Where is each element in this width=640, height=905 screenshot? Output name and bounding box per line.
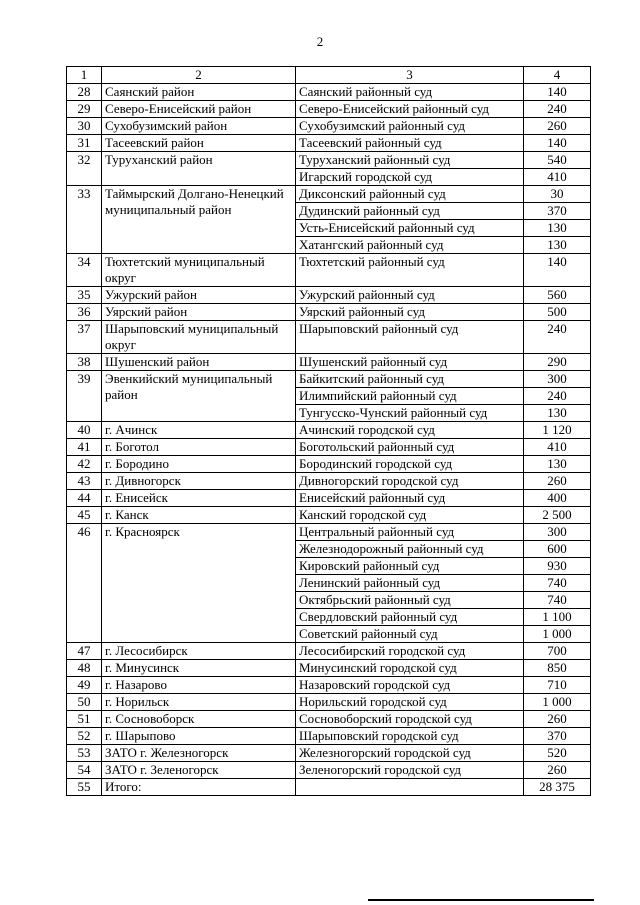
court-name-cell: Шушенский районный суд xyxy=(296,354,524,371)
row-number-cell: 41 xyxy=(67,439,102,456)
court-name-cell: Игарский городской суд xyxy=(296,169,524,186)
court-name-cell: Уярский районный суд xyxy=(296,304,524,321)
value-cell: 1 120 xyxy=(524,422,591,439)
value-cell: 300 xyxy=(524,371,591,388)
table-row xyxy=(67,254,591,287)
court-name-cell: Шарыповский городской суд xyxy=(296,728,524,745)
value-cell: 130 xyxy=(524,220,591,237)
table-row xyxy=(67,660,591,677)
row-number-cell: 43 xyxy=(67,473,102,490)
court-name-cell: Октябрьский районный суд xyxy=(296,592,524,609)
court-name-cell: Тунгусско-Чунский районный суд xyxy=(296,405,524,422)
court-name-cell: Кировский районный суд xyxy=(296,558,524,575)
table-row xyxy=(67,101,591,118)
value-cell: 260 xyxy=(524,762,591,779)
allocation-table xyxy=(66,66,591,796)
court-name-cell: Железногорский городской суд xyxy=(296,745,524,762)
row-number-cell: 54 xyxy=(67,762,102,779)
court-name-cell: Центральный районный суд xyxy=(296,524,524,541)
court-name-cell: Железнодорожный районный суд xyxy=(296,541,524,558)
value-cell: 140 xyxy=(524,84,591,101)
value-cell: 1 100 xyxy=(524,609,591,626)
header-cell-value: 4 xyxy=(524,67,591,84)
value-cell: 740 xyxy=(524,575,591,592)
row-number-cell: 52 xyxy=(67,728,102,745)
court-name-cell: Енисейский районный суд xyxy=(296,490,524,507)
value-cell: 140 xyxy=(524,135,591,152)
value-cell: 500 xyxy=(524,304,591,321)
region-cell: г. Канск xyxy=(102,507,296,524)
court-name-cell: Шарыповский районный суд xyxy=(296,321,524,354)
row-number-cell: 42 xyxy=(67,456,102,473)
court-name-cell: Советский районный суд xyxy=(296,626,524,643)
table-row xyxy=(67,745,591,762)
region-cell: г. Сосновоборск xyxy=(102,711,296,728)
table-row xyxy=(67,84,591,101)
court-name-cell: Ужурский районный суд xyxy=(296,287,524,304)
total-value-cell: 28 375 xyxy=(524,779,591,796)
region-cell: Уярский район xyxy=(102,304,296,321)
total-label-cell: Итого: xyxy=(102,779,296,796)
row-number-cell: 44 xyxy=(67,490,102,507)
value-cell: 370 xyxy=(524,728,591,745)
row-number-cell: 33 xyxy=(67,186,102,254)
table-row xyxy=(67,439,591,456)
header-cell-region: 2 xyxy=(102,67,296,84)
value-cell: 260 xyxy=(524,711,591,728)
header-cell-num: 1 xyxy=(67,67,102,84)
value-cell: 30 xyxy=(524,186,591,203)
bottom-rule xyxy=(368,899,594,901)
region-cell: Эвенкийский муниципальный район xyxy=(102,371,296,422)
court-name-cell: Хатангский районный суд xyxy=(296,237,524,254)
value-cell: 2 500 xyxy=(524,507,591,524)
row-number-cell: 29 xyxy=(67,101,102,118)
row-number-cell: 39 xyxy=(67,371,102,422)
region-cell: Таймырский Долгано-Ненецкий муниципальный район xyxy=(102,186,296,254)
table-row xyxy=(67,135,591,152)
row-number-cell: 38 xyxy=(67,354,102,371)
value-cell: 1 000 xyxy=(524,694,591,711)
region-cell: ЗАТО г. Зеленогорск xyxy=(102,762,296,779)
region-cell: г. Красноярск xyxy=(102,524,296,643)
court-name-cell: Канский городской суд xyxy=(296,507,524,524)
table-row xyxy=(67,304,591,321)
row-number-cell: 46 xyxy=(67,524,102,643)
row-number-cell: 47 xyxy=(67,643,102,660)
court-name-cell: Дудинский районный суд xyxy=(296,203,524,220)
region-cell: Северо-Енисейский район xyxy=(102,101,296,118)
region-cell: Туруханский район xyxy=(102,152,296,186)
value-cell: 140 xyxy=(524,254,591,287)
value-cell: 540 xyxy=(524,152,591,169)
value-cell: 850 xyxy=(524,660,591,677)
court-name-cell: Тасеевский районный суд xyxy=(296,135,524,152)
court-name-cell: Ленинский районный суд xyxy=(296,575,524,592)
table-row xyxy=(67,473,591,490)
total-empty-cell xyxy=(296,779,524,796)
table-body xyxy=(67,84,591,796)
table-row xyxy=(67,728,591,745)
region-cell: Саянский район xyxy=(102,84,296,101)
row-number-cell: 28 xyxy=(67,84,102,101)
value-cell: 710 xyxy=(524,677,591,694)
value-cell: 560 xyxy=(524,287,591,304)
court-name-cell: Минусинский городской суд xyxy=(296,660,524,677)
row-number-cell: 34 xyxy=(67,254,102,287)
court-name-cell: Зеленогорский городской суд xyxy=(296,762,524,779)
table-row xyxy=(67,321,591,354)
table-row xyxy=(67,456,591,473)
row-number-cell: 30 xyxy=(67,118,102,135)
region-cell: ЗАТО г. Железногорск xyxy=(102,745,296,762)
total-row xyxy=(67,779,591,796)
region-cell: г. Лесосибирск xyxy=(102,643,296,660)
court-name-cell: Бородинский городской суд xyxy=(296,456,524,473)
region-cell: Сухобузимский район xyxy=(102,118,296,135)
table-row xyxy=(67,524,591,541)
row-number-cell: 31 xyxy=(67,135,102,152)
value-cell: 130 xyxy=(524,405,591,422)
table-row xyxy=(67,643,591,660)
value-cell: 410 xyxy=(524,439,591,456)
header-row xyxy=(67,67,591,84)
table-row xyxy=(67,694,591,711)
court-name-cell: Сухобузимский районный суд xyxy=(296,118,524,135)
table-row xyxy=(67,152,591,169)
region-cell: Шушенский район xyxy=(102,354,296,371)
page-number: 2 xyxy=(316,34,324,49)
value-cell: 240 xyxy=(524,388,591,405)
value-cell: 260 xyxy=(524,118,591,135)
table-row xyxy=(67,490,591,507)
row-number-cell: 53 xyxy=(67,745,102,762)
value-cell: 130 xyxy=(524,456,591,473)
table-row xyxy=(67,677,591,694)
court-name-cell: Назаровский городской суд xyxy=(296,677,524,694)
value-cell: 410 xyxy=(524,169,591,186)
region-cell: г. Ачинск xyxy=(102,422,296,439)
value-cell: 930 xyxy=(524,558,591,575)
table-row xyxy=(67,118,591,135)
region-cell: Тюхтетский муниципальный округ xyxy=(102,254,296,287)
region-cell: Шарыповский муниципальный округ xyxy=(102,321,296,354)
row-number-cell: 40 xyxy=(67,422,102,439)
value-cell: 1 000 xyxy=(524,626,591,643)
row-number-cell: 36 xyxy=(67,304,102,321)
region-cell: г. Дивногорск xyxy=(102,473,296,490)
value-cell: 290 xyxy=(524,354,591,371)
table-row xyxy=(67,711,591,728)
value-cell: 130 xyxy=(524,237,591,254)
row-number-cell: 51 xyxy=(67,711,102,728)
region-cell: Ужурский район xyxy=(102,287,296,304)
row-number-cell: 32 xyxy=(67,152,102,186)
court-name-cell: Усть-Енисейский районный суд xyxy=(296,220,524,237)
row-number-cell: 48 xyxy=(67,660,102,677)
value-cell: 370 xyxy=(524,203,591,220)
value-cell: 300 xyxy=(524,524,591,541)
value-cell: 600 xyxy=(524,541,591,558)
table-row xyxy=(67,422,591,439)
region-cell: г. Минусинск xyxy=(102,660,296,677)
row-number-cell: 49 xyxy=(67,677,102,694)
court-name-cell: Лесосибирский городской суд xyxy=(296,643,524,660)
value-cell: 400 xyxy=(524,490,591,507)
court-name-cell: Тюхтетский районный суд xyxy=(296,254,524,287)
row-number-cell: 50 xyxy=(67,694,102,711)
value-cell: 240 xyxy=(524,101,591,118)
value-cell: 260 xyxy=(524,473,591,490)
table-row xyxy=(67,354,591,371)
table-row xyxy=(67,186,591,203)
court-name-cell: Илимпийский районный суд xyxy=(296,388,524,405)
header-cell-court: 3 xyxy=(296,67,524,84)
region-cell: г. Бородино xyxy=(102,456,296,473)
court-name-cell: Байкитский районный суд xyxy=(296,371,524,388)
table-row xyxy=(67,371,591,388)
court-name-cell: Дивногорский городской суд xyxy=(296,473,524,490)
court-name-cell: Северо-Енисейский районный суд xyxy=(296,101,524,118)
court-name-cell: Туруханский районный суд xyxy=(296,152,524,169)
total-number-cell: 55 xyxy=(67,779,102,796)
value-cell: 700 xyxy=(524,643,591,660)
region-cell: г. Норильск xyxy=(102,694,296,711)
region-cell: г. Назарово xyxy=(102,677,296,694)
region-cell: Тасеевский район xyxy=(102,135,296,152)
court-name-cell: Ачинский городской суд xyxy=(296,422,524,439)
value-cell: 740 xyxy=(524,592,591,609)
court-name-cell: Саянский районный суд xyxy=(296,84,524,101)
row-number-cell: 45 xyxy=(67,507,102,524)
court-name-cell: Свердловский районный суд xyxy=(296,609,524,626)
region-cell: г. Боготол xyxy=(102,439,296,456)
value-cell: 240 xyxy=(524,321,591,354)
row-number-cell: 37 xyxy=(67,321,102,354)
table-row xyxy=(67,762,591,779)
court-name-cell: Норильский городской суд xyxy=(296,694,524,711)
row-number-cell: 35 xyxy=(67,287,102,304)
region-cell: г. Шарыпово xyxy=(102,728,296,745)
court-name-cell: Диксонский районный суд xyxy=(296,186,524,203)
table-row xyxy=(67,287,591,304)
region-cell: г. Енисейск xyxy=(102,490,296,507)
court-name-cell: Боготольский районный суд xyxy=(296,439,524,456)
table-row xyxy=(67,507,591,524)
value-cell: 520 xyxy=(524,745,591,762)
court-name-cell: Сосновоборский городской суд xyxy=(296,711,524,728)
